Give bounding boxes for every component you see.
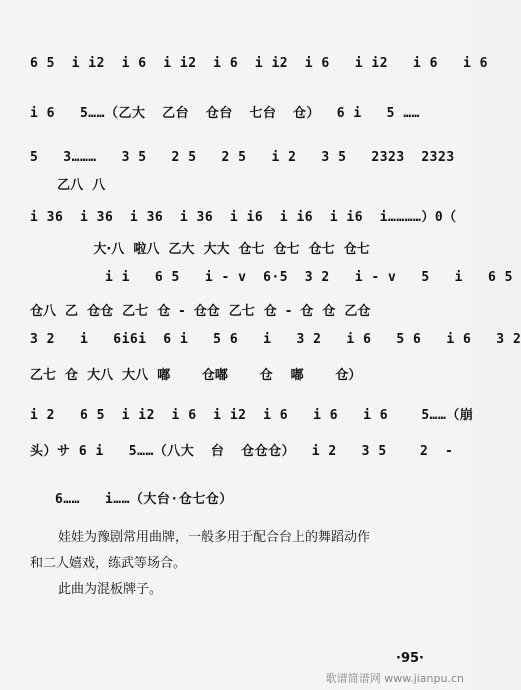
score-line-4: 乙八 八 (30, 178, 106, 193)
score-line-1: 6 5 i i2 i 6 i i2 i 6 i i2 i 6 i i2 i 6 i 6 (30, 56, 488, 71)
description-line-1: 娃娃为豫剧常用曲牌，一般多用于配合台上的舞蹈动作 (58, 530, 371, 545)
score-line-13: 6…… i……（大台·仓七仓） (30, 492, 233, 507)
score-line-6: 大·八 啦八 乙大 大大 仓七 仓七 仓七 仓七 (30, 242, 370, 257)
score-line-2: i 6 5……（乙大 乙台 仓台 七台 仓） 6 i 5 …… (30, 106, 420, 121)
score-line-9: 3 2 i 6i6i 6 i 5 6 i 3 2 i 6 5 6 i 6 3 2 (30, 332, 521, 347)
score-line-7: i i 6 5 i - v 6·5 3 2 i - v 5 i 6 5 (30, 270, 513, 285)
score-line-11: i 2 6 5 i i2 i 6 i i2 i 6 i 6 i 6 5……（崩 (30, 408, 474, 423)
watermark: 歌谱简谱网 www.jianpu.cn (325, 672, 464, 685)
score-line-8: 仓八 乙 仓仓 乙七 仓 - 仓仓 乙七 仓 - 仓 仓 乙仓 (30, 304, 371, 319)
score-line-10: 乙七 仓 大八 大八 嘟 仓嘟 仓 嘟 仓） (30, 368, 362, 383)
description-line-2: 和二人嬉戏，练武等场合。 (30, 556, 187, 571)
score-line-5: i 36 i 36 i 36 i 36 i i6 i i6 i i6 i…………）0（ (30, 210, 457, 225)
score-line-3: 5 3……… 3 5 2 5 2 5 i 2 3 5 2323 2323 (30, 150, 455, 165)
score-line-12: 头）サ 6 i 5……（八大 台 仓仓仓） i 2 3 5 2 - (30, 444, 454, 459)
description-paragraph-2: 此曲为混板牌子。 (58, 582, 163, 597)
page-number: ·95· (396, 651, 424, 666)
